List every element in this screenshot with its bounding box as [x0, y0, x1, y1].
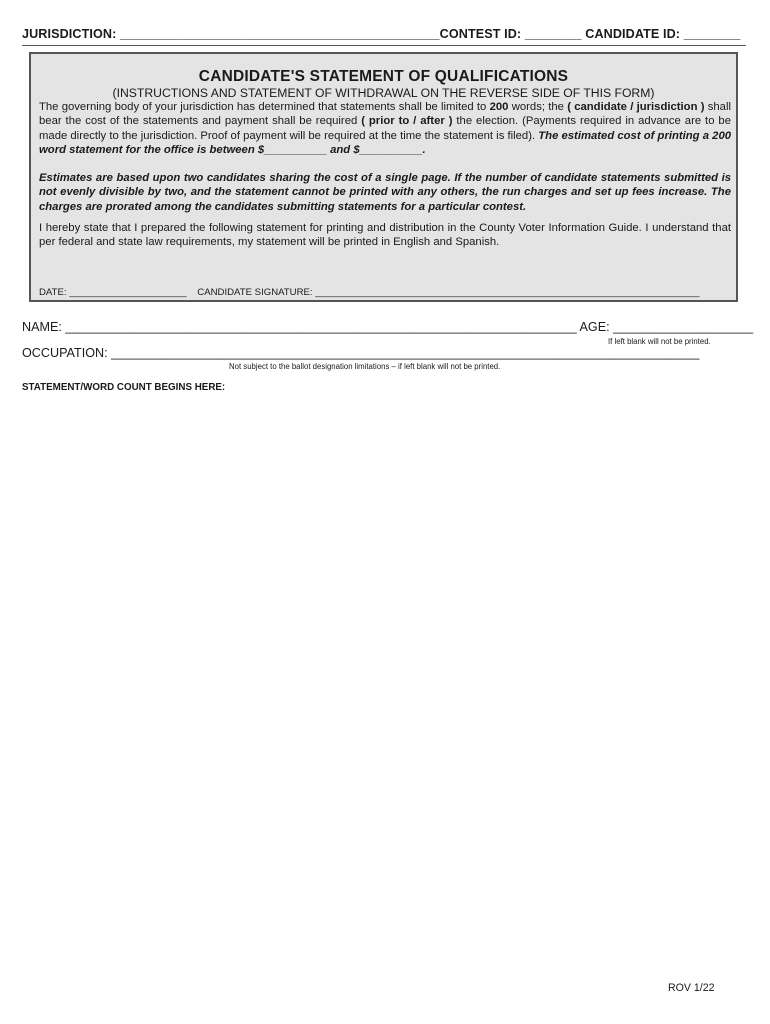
date-label: DATE:	[39, 287, 67, 298]
estimates-note: Estimates are based upon two candidates sharing the cost of a single page. If the number of candidate statements submitted is not evenly divisible by two, and the statement cannot be printed with any others, the run charges and set up fees increase. The charges are prorated among the candidates submitting statements for a particular contest.	[39, 172, 731, 213]
revision-code: ROV 1/22	[668, 982, 715, 994]
signature-field[interactable]: ________________________________________________________________________	[315, 287, 700, 298]
statement-label: STATEMENT/WORD COUNT BEGINS HERE:	[22, 382, 226, 393]
header-rule	[22, 45, 746, 46]
candidate-id-label: CANDIDATE ID:	[585, 27, 681, 41]
jurisdiction-label: JURISDICTION:	[22, 27, 117, 41]
form-title: CANDIDATE'S STATEMENT OF QUALIFICATIONS	[198, 68, 569, 85]
occupation-row	[22, 346, 748, 360]
name-field[interactable]: _________________________________________________________________________	[65, 320, 577, 334]
statement-declaration: I hereby state that I prepared the following statement for printing and distribution in the County Voter Information Guide. I understand that per federal and state law requirements, my statement will be printed in English and Spanish.	[39, 222, 731, 249]
age-field[interactable]: ____________________	[613, 320, 754, 334]
occupation-field[interactable]: ____________________________________________________________________________________	[111, 346, 700, 360]
contest-id-label: CONTEST ID:	[439, 27, 522, 41]
age-note: If left blank will not be printed.	[608, 337, 711, 346]
payment-timing-choice[interactable]: ( prior to / after )	[361, 115, 453, 128]
occupation-label: OCCUPATION:	[22, 346, 108, 360]
header-line	[22, 27, 746, 41]
p1-text-b: words; the	[508, 101, 568, 113]
date-field[interactable]: ______________________	[69, 287, 187, 298]
occupation-note: Not subject to the ballot designation limitations – if left blank will not be printed.	[229, 362, 501, 371]
p1-text-c: shall bear the cost of the statements and payment shall be required	[39, 101, 731, 128]
form-subtitle: (INSTRUCTIONS AND STATEMENT OF WITHDRAWAL ON THE REVERSE SIDE OF THIS FORM)	[112, 86, 655, 100]
candidate-id-field[interactable]: ________	[683, 27, 741, 41]
signature-label: CANDIDATE SIGNATURE:	[197, 287, 313, 298]
jurisdiction-field[interactable]: _____________________________________________	[119, 27, 440, 41]
payer-choice[interactable]: ( candidate / jurisdiction )	[567, 101, 705, 113]
cost-instructions	[39, 100, 731, 158]
qualifications-box	[29, 52, 738, 302]
p1-text-d: the election. (Payments required in advance are to be made directly to the jurisdiction. Proof of payment will be required at the time the statement is filed).	[39, 115, 731, 142]
contest-id-field[interactable]: ________	[524, 27, 582, 41]
p1-text-a: The governing body of your jurisdiction has determined that statements shall be limited to	[39, 101, 490, 113]
word-limit: 200	[489, 101, 509, 113]
signature-line	[39, 287, 699, 298]
name-row	[22, 320, 754, 334]
age-label: AGE:	[579, 320, 610, 334]
estimated-cost-line[interactable]: The estimated cost of printing a 200 word statement for the office is between $__________ and $__________.	[39, 129, 732, 157]
name-label: NAME:	[22, 320, 62, 334]
